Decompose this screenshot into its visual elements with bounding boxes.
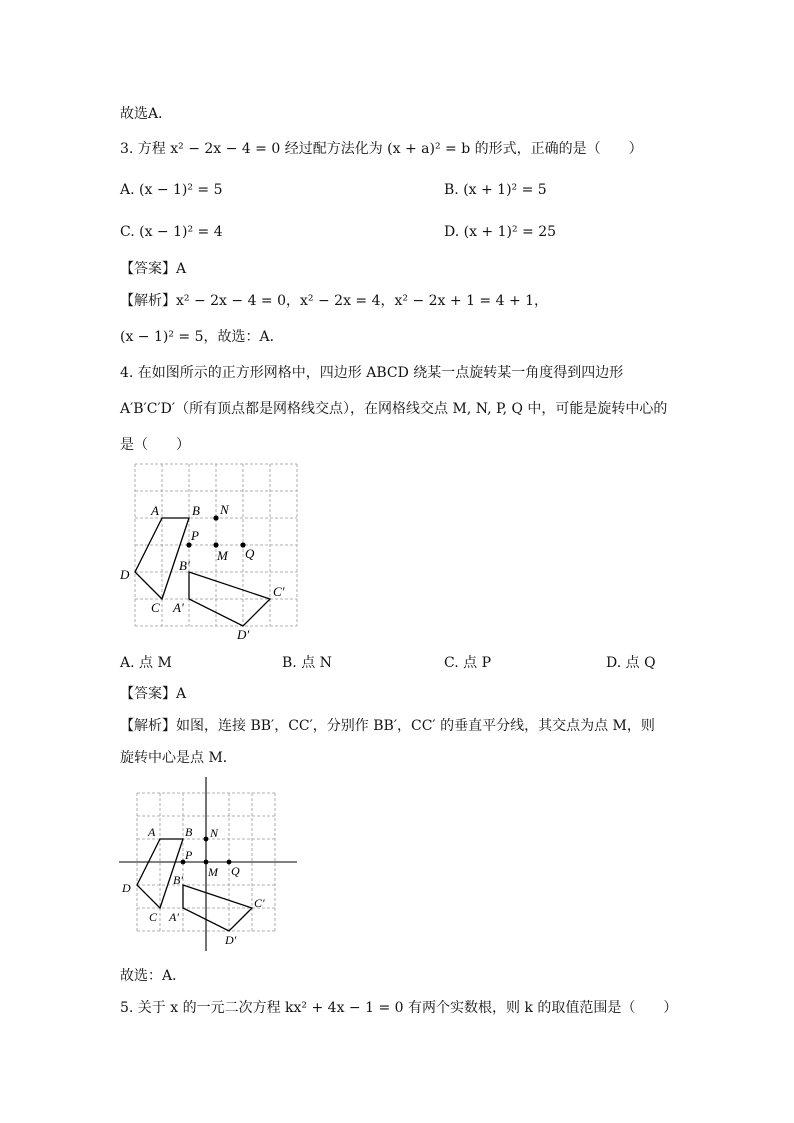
label-d-prime: D′	[225, 933, 237, 947]
point-m-dot	[204, 860, 209, 865]
label-b-prime: B′	[179, 558, 190, 573]
label-d-prime: D′	[237, 627, 250, 642]
label-p: P	[191, 528, 199, 543]
q3-option-b: B. (x + 1)² = 5	[444, 182, 547, 198]
q3-answer: 【答案】A	[120, 261, 187, 277]
label-c-prime: C′	[273, 584, 285, 599]
question-5-stem: 5. 关于 x 的一元二次方程 kx² + 4x − 1 = 0 有两个实数根，则 k 的取值范围是（ ）	[120, 1000, 678, 1016]
label-d: D	[120, 567, 130, 582]
label-a-prime: A′	[169, 910, 179, 924]
label-a: A	[151, 503, 159, 518]
label-b: B	[185, 825, 193, 839]
label-c: C	[151, 600, 160, 615]
point-m-dot	[213, 542, 218, 547]
q4-conclusion: 故选：A．	[120, 968, 187, 984]
q4-answer: 【答案】A	[120, 686, 187, 702]
q4-analysis-line1: 【解析】如图，连接 BB′，CC′，分别作 BB′，CC′ 的垂直平分线，其交点为点 M，则	[120, 718, 655, 734]
question-4-analysis-figure	[115, 775, 305, 955]
question-4-stem-line1: 4. 在如图所示的正方形网格中，四边形 ABCD 绕某一点旋转某一角度得到四边形	[120, 365, 624, 381]
label-d: D	[122, 881, 131, 895]
question-4-stem-line3: 是（ ）	[120, 437, 190, 453]
question-4-stem-line2: A′B′C′D′（所有顶点都是网格线交点），在网格线交点 M, N, P, Q 中，可能是旋转中心的	[120, 401, 668, 417]
q3-option-d: D. (x + 1)² = 25	[444, 224, 557, 240]
prev-conclusion: 故选A．	[120, 106, 173, 122]
label-n: N	[220, 502, 229, 517]
label-p: P	[185, 848, 193, 862]
point-p-dot	[186, 542, 191, 547]
label-b: B	[192, 503, 200, 518]
q4-option-a: A. 点 M	[120, 655, 172, 671]
q4-option-d: D. 点 Q	[606, 655, 656, 671]
label-a-prime: A′	[173, 600, 184, 615]
label-q: Q	[231, 864, 240, 878]
label-q: Q	[245, 546, 255, 561]
label-m: M	[208, 865, 218, 879]
point-n-dot	[213, 515, 218, 520]
q3-option-c: C. (x − 1)² = 4	[120, 224, 223, 240]
q3-analysis-line2: (x − 1)² = 5，故选：A．	[120, 329, 284, 345]
q4-option-b: B. 点 N	[282, 655, 332, 671]
label-n: N	[210, 826, 219, 840]
point-n-dot	[204, 837, 209, 842]
label-c: C	[149, 910, 158, 924]
label-m: M	[217, 548, 228, 563]
q4-option-c: C. 点 P	[444, 655, 491, 671]
question-4-figure	[115, 460, 315, 645]
label-b-prime: B′	[173, 873, 183, 887]
label-c-prime: C′	[254, 896, 265, 910]
q4-analysis-line2: 旋转中心是点 M．	[120, 750, 237, 766]
label-a: A	[148, 825, 156, 839]
q3-option-a: A. (x − 1)² = 5	[120, 182, 223, 198]
question-3-stem: 3. 方程 x² − 2x − 4 = 0 经过配方法化为 (x + a)² = b 的形式，正确的是（ ）	[120, 141, 643, 157]
q3-analysis-line1: 【解析】x² − 2x − 4 = 0，x² − 2x = 4，x² − 2x + 1 = 4 + 1，	[120, 293, 549, 309]
